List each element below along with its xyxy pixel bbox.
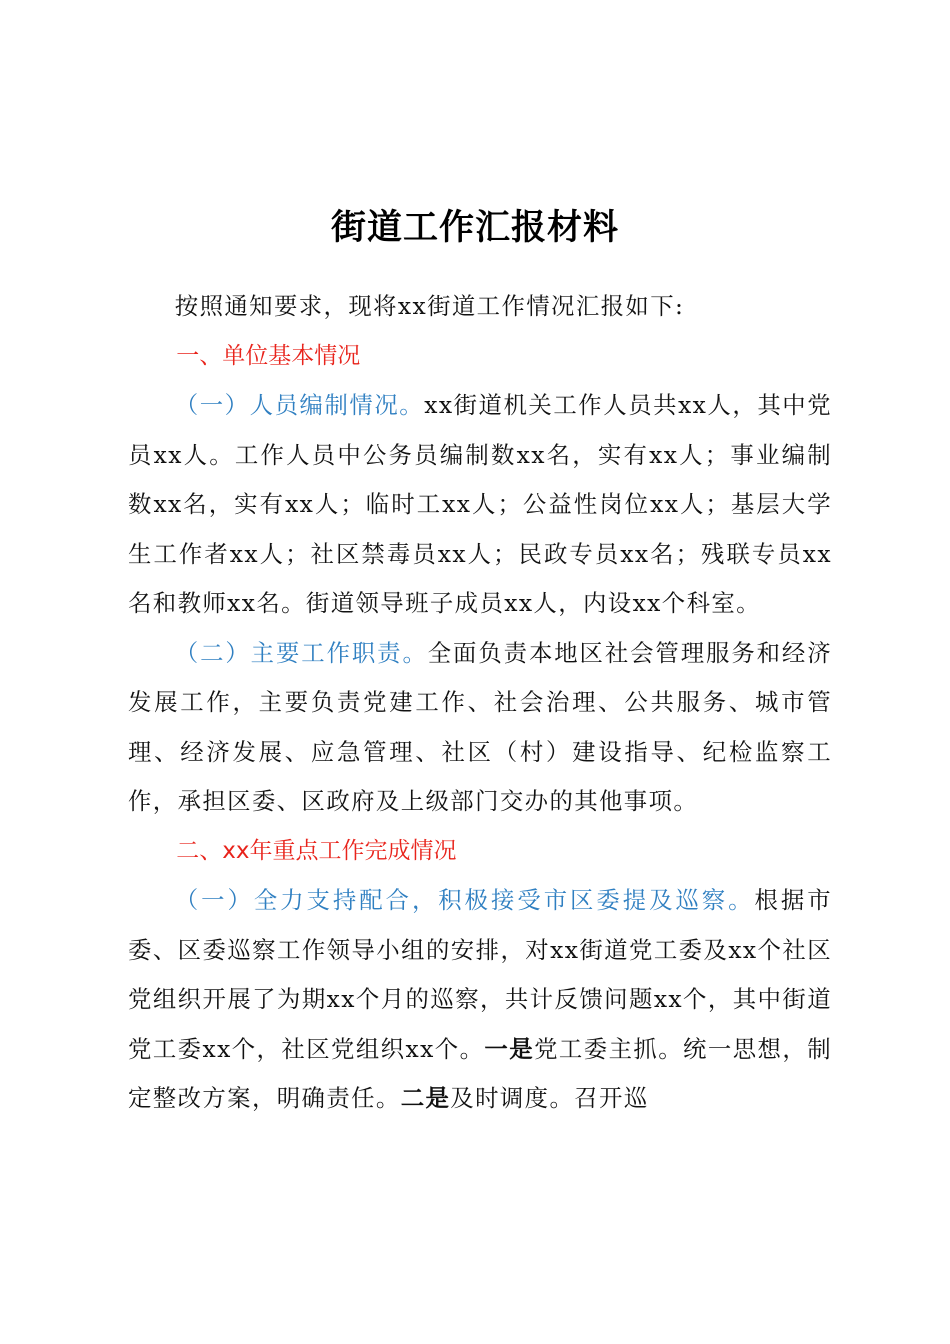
section-1-item-1-paragraph xyxy=(128,381,832,629)
section-2-item-1-subheading: （一）全力支持配合，积极接受市区委提及巡察。 xyxy=(174,886,755,914)
document-body xyxy=(128,282,832,1124)
section-1-item-1-subheading: （一）人员编制情况。 xyxy=(174,391,425,419)
point-2-lead: 二是 xyxy=(400,1084,451,1112)
intro-paragraph: 按照通知要求，现将xx街道工作情况汇报如下: xyxy=(174,292,685,320)
point-1-text: 党工委主抓。统一思想，制定整改方案，明确责任。 xyxy=(128,1034,832,1112)
section-2-heading: 二、xx年重点工作完成情况 xyxy=(176,837,457,864)
point-2-text: 及时调度。召开巡 xyxy=(450,1084,649,1112)
section-1-item-1-text: xx街道机关工作人员共xx人，其中党员xx人。工作人员中公务员编制数xx名，实有xx人；事业编制数xx名，实有xx人；临时工xx人；公益性岗位xx人；基层大学生工作者xx人；社区禁毒员xx人；民政专员xx名；残联专员xx名和教师xx名。街道领导班子成员xx人，内设xx个科室。 xyxy=(128,391,832,617)
section-1-item-2-paragraph xyxy=(128,629,832,827)
section-2-item-1-paragraph xyxy=(128,876,832,1124)
section-1-heading: 一、单位基本情况 xyxy=(176,342,361,369)
section-2-item-1-text: 根据市委、区委巡察工作领导小组的安排，对xx街道党工委及xx个社区党组织开展了为期xx个月的巡察，共计反馈问题xx个，其中街道党工委xx个，社区党组织xx个。 xyxy=(128,886,832,1063)
section-1-item-2-subheading: （二）主要工作职责。 xyxy=(174,638,428,667)
point-1-lead: 一是 xyxy=(484,1034,535,1063)
document-title: 街道工作汇报材料 xyxy=(330,208,619,248)
section-1-item-2-text: 全面负责本地区社会管理服务和经济发展工作，主要负责党建工作、社会治理、公共服务、城市管理、经济发展、应急管理、社区（村）建设指导、纪检监察工作，承担区委、区政府及上级部门交办的其他事项。 xyxy=(128,638,832,815)
